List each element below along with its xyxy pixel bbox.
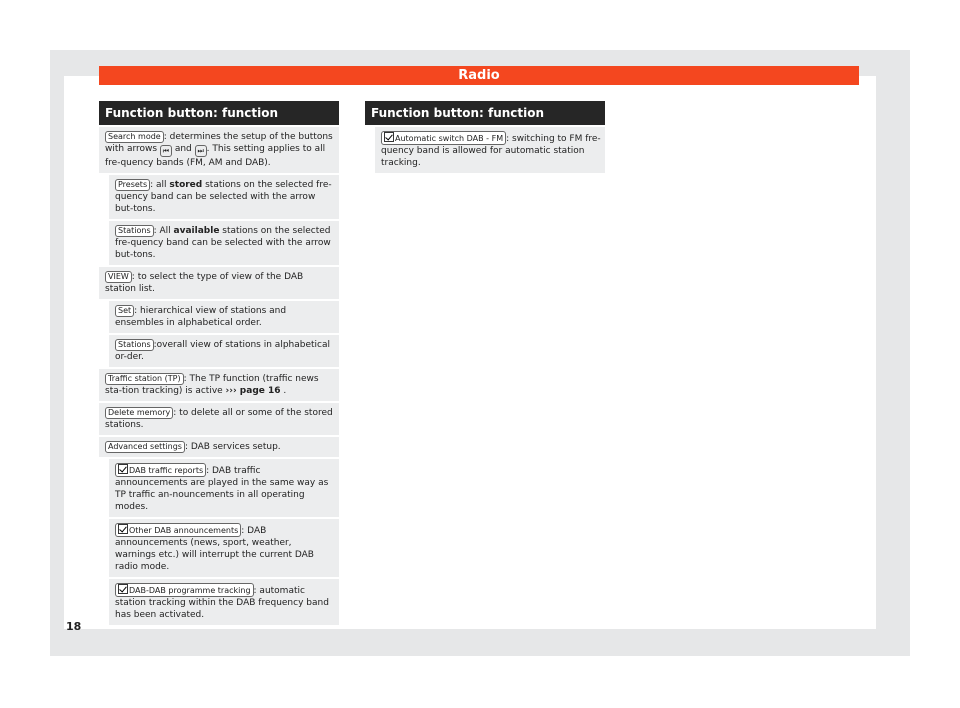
- stations-key: Stations: [115, 225, 154, 237]
- traffic-station-key: Traffic station (TP): [105, 373, 184, 385]
- search-mode-key: Search mode: [105, 131, 164, 143]
- row-text: : The TP function (traffic news sta-tion tracking) is active: [105, 374, 319, 396]
- row-text: : DAB services setup.: [184, 442, 281, 452]
- page-reference: ››› page 16: [225, 386, 281, 396]
- checkbox-icon: [118, 524, 128, 534]
- set-key: Set: [115, 305, 134, 317]
- table-row: [99, 333, 339, 367]
- section-title: Radio: [99, 66, 859, 85]
- row-text: : switching to FM fre-quency band is allowed for automatic station tracking.: [381, 134, 601, 168]
- table-header: Function button: function: [365, 101, 605, 125]
- row-text-bold: available: [173, 226, 220, 236]
- left-function-table: [99, 101, 339, 625]
- row-text-bold: stored: [169, 180, 203, 190]
- table-row: [99, 401, 339, 435]
- delete-memory-key: Delete memory: [105, 407, 173, 419]
- checkbox-icon: [384, 132, 394, 142]
- row-text: : automatic station tracking within the DAB frequency band has been activated.: [115, 586, 329, 620]
- checkbox-icon: [118, 464, 128, 474]
- prev-track-icon: ⏮: [160, 145, 172, 157]
- table-row: [99, 367, 339, 401]
- table-row: [99, 265, 339, 299]
- table-row: [365, 125, 605, 173]
- checkbox-icon: [118, 584, 128, 594]
- dab-traffic-reports-key: DAB traffic reports: [115, 463, 206, 477]
- table-row: [99, 457, 339, 517]
- table-row: [99, 219, 339, 265]
- row-text: : to select the type of view of the DAB station list.: [105, 272, 304, 294]
- table-row: [99, 435, 339, 457]
- row-text: : DAB traffic announcements are played in the same way as TP traffic an-nouncements in all operating modes.: [115, 466, 329, 512]
- page-number: 18: [66, 620, 82, 633]
- row-text: : hierarchical view of stations and ensembles in alphabetical order.: [115, 306, 287, 328]
- row-text: : to delete all or some of the stored stations.: [105, 408, 333, 430]
- next-track-icon: ⏭: [195, 145, 207, 157]
- table-row: [99, 125, 339, 173]
- row-text: stations on the selected fre-quency band can be selected with the arrow but-tons.: [115, 226, 331, 260]
- presets-key: Presets: [115, 179, 150, 191]
- row-text: :overall view of stations in alphabetical or-der.: [115, 340, 330, 362]
- advanced-settings-key: Advanced settings: [105, 441, 185, 453]
- table-row: [99, 173, 339, 219]
- view-key: VIEW: [105, 271, 132, 283]
- row-text: : All: [153, 226, 174, 236]
- row-text: : determines the setup of the buttons with arrows: [105, 132, 333, 154]
- table-row: [99, 517, 339, 577]
- table-header: Function button: function: [99, 101, 339, 125]
- right-function-table: [365, 101, 605, 173]
- other-dab-announcements-key: Other DAB announcements: [115, 523, 241, 537]
- row-text: . This setting applies to all fre-quency bands (FM, AM and DAB).: [105, 144, 326, 168]
- row-text: : all: [150, 180, 170, 190]
- row-text: and: [174, 144, 192, 154]
- dab-programme-tracking-key: DAB-DAB programme tracking: [115, 583, 254, 597]
- row-text: : DAB announcements (news, sport, weather, warnings etc.) will interrupt the current DAB radio mode.: [115, 526, 314, 572]
- table-row: [99, 299, 339, 333]
- stations-view-key: Stations: [115, 339, 154, 351]
- table-row: [99, 577, 339, 625]
- automatic-switch-key: Automatic switch DAB - FM: [381, 131, 506, 145]
- row-text: stations on the selected fre-quency band can be selected with the arrow but-tons.: [115, 180, 332, 214]
- row-text: .: [280, 386, 287, 396]
